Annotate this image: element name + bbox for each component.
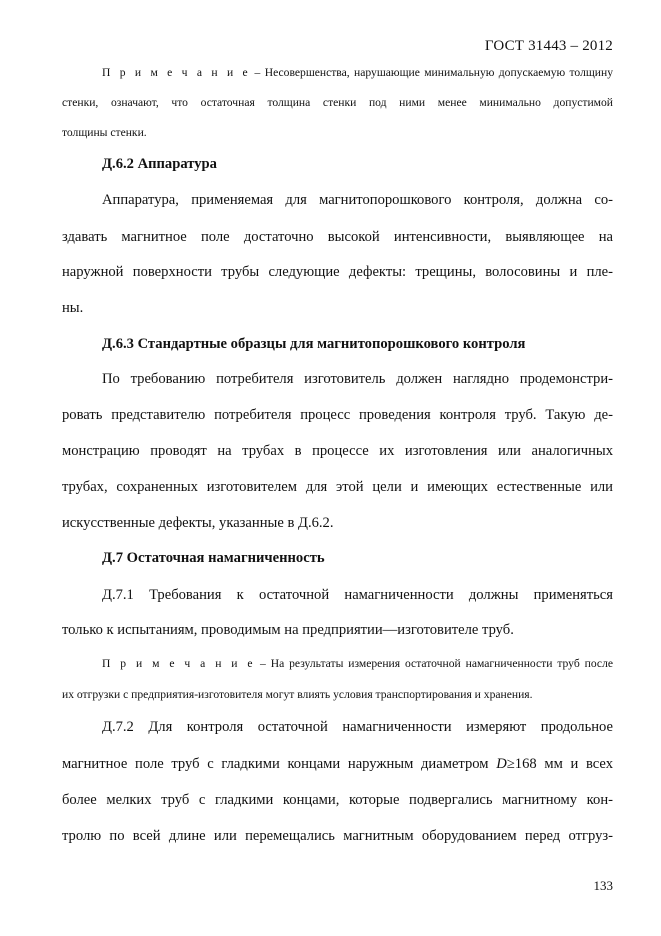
section-d71-line-2: только к испытаниям, проводимым на предприятии—изготовителе труб.	[62, 622, 514, 638]
page-number: 133	[593, 878, 613, 893]
section-d62-line-2: здавать магнитное поле достаточно высокой интенсивности, выявляющее на	[62, 229, 613, 245]
section-d63-line-5: искусственные дефекты, указанные в Д.6.2.	[62, 515, 334, 531]
section-d62-heading: Д.6.2 Аппаратура	[102, 156, 217, 172]
section-d63-line-4: трубах, сохраненных изготовителем для этой цели и имеющих естественные или	[62, 479, 613, 495]
section-d72-line-1: Д.7.2 Для контроля остаточной намагниченности измеряют продольное	[102, 719, 613, 735]
section-d62-line-1: Аппаратура, применяемая для магнитопорошкового контроля, должна со-	[102, 192, 613, 208]
section-d62-line-3: наружной поверхности трубы следующие дефекты: трещины, волосовины и пле-	[62, 264, 613, 280]
section-d63-heading: Д.6.3 Стандартные образцы для магнитопорошкового контроля	[102, 336, 526, 352]
section-d72-line-2	[62, 756, 613, 773]
note-1-line-3: толщины стенки.	[62, 126, 147, 139]
section-d72-line-3: более мелких труб с гладкими концами, которые подвергались магнитному кон-	[62, 792, 613, 808]
note-2-text: – На результаты измерения остаточной намагниченности труб после	[255, 657, 613, 670]
note-1-line-2: стенки, означают, что остаточная толщина стенки под ними менее минимально допустимой	[62, 96, 613, 109]
section-d72-line-2-start: магнитное поле труб с гладкими концами наружным диаметром	[62, 756, 497, 772]
section-d71-line-1: Д.7.1 Требования к остаточной намагниченности должны применяться	[102, 587, 613, 603]
note-1-line-1	[102, 66, 613, 79]
section-d62-line-4: ны.	[62, 300, 84, 316]
note-1-text: – Несовершенства, нарушающие минимальную допускаемую толщину	[250, 66, 613, 79]
section-d63-line-2: ровать представителю потребителя процесс проведения контроля труб. Такую де-	[62, 407, 613, 423]
section-d63-line-3: монстрацию проводят на трубах в процессе их изготовления или аналогичных	[62, 443, 613, 459]
section-d7-heading: Д.7 Остаточная намагниченность	[102, 550, 325, 566]
diameter-symbol: D	[496, 756, 507, 772]
section-d72-line-4: тролю по всей длине или перемещались магнитным оборудованием перед отгруз-	[62, 828, 613, 844]
document-header: ГОСТ 31443 – 2012	[484, 38, 613, 54]
note-2-line-1	[102, 657, 613, 670]
note-1-label: П р и м е ч а н и е	[102, 66, 251, 79]
section-d63-line-1: По требованию потребителя изготовитель должен наглядно продемонстри-	[102, 371, 613, 387]
section-d72-line-2-end: ≥168 мм и всех	[506, 756, 614, 772]
note-2-line-2: их отгрузки с предприятия-изготовителя могут влиять условия транспортирования и хранения.	[62, 688, 533, 701]
note-2-label: П р и м е ч а н и е	[102, 657, 256, 670]
